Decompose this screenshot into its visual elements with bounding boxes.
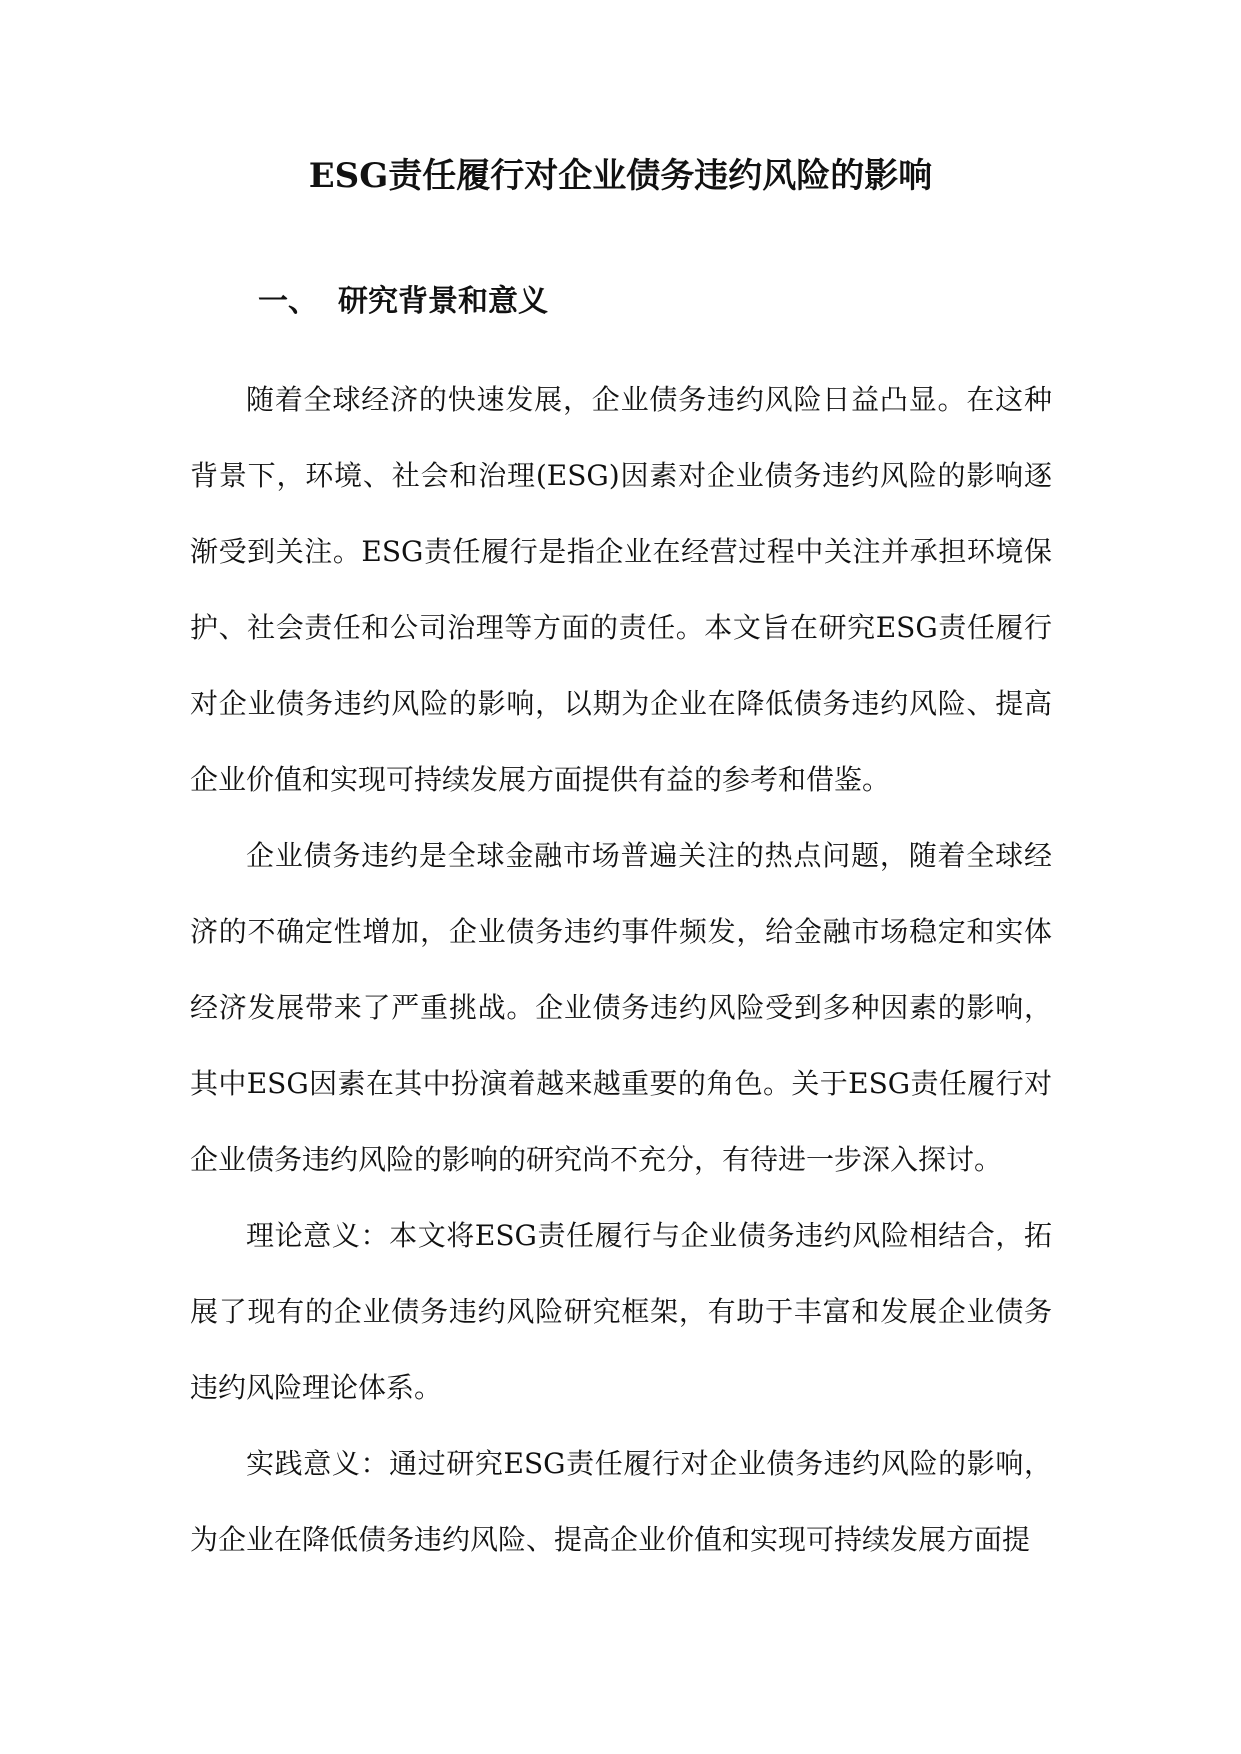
document-title: ESG责任履行对企业债务违约风险的影响: [308, 156, 933, 196]
section-heading: [258, 280, 548, 324]
paragraph-practical-significance: 实践意义：通过研究ESG责任履行对企业债务违约风险的影响，为企业在降低债务违约风险、提高企业价值和实现可持续发展方面提: [190, 1447, 1052, 1556]
paragraph-background: 随着全球经济的快速发展，企业债务违约风险日益凸显。在这种背景下，环境、社会和治理(ESG)因素对企业债务违约风险的影响逐渐受到关注。ESG责任履行是指企业在经营过程中关注并承担环境保护、社会责任和公司治理等方面的责任。本文旨在研究ESG责任履行对企业债务违约风险的影响，以期为企业在降低债务违约风险、提高企业价值和实现可持续发展方面提供有益的参考和借鉴。: [190, 383, 1052, 796]
paragraph-context: 企业债务违约是全球金融市场普遍关注的热点问题，随着全球经济的不确定性增加，企业债务违约事件频发，给金融市场稳定和实体经济发展带来了严重挑战。企业债务违约风险受到多种因素的影响，其中ESG因素在其中扮演着越来越重要的角色。关于ESG责任履行对企业债务违约风险的影响的研究尚不充分，有待进一步深入探讨。: [190, 839, 1052, 1176]
section-heading-text: 研究背景和意义: [338, 284, 548, 319]
document-body: [190, 362, 1052, 1578]
section-number: 一、: [258, 284, 318, 319]
paragraph-theoretical-significance: 理论意义：本文将ESG责任履行与企业债务违约风险相结合，拓展了现有的企业债务违约风险研究框架，有助于丰富和发展企业债务违约风险理论体系。: [190, 1219, 1052, 1404]
